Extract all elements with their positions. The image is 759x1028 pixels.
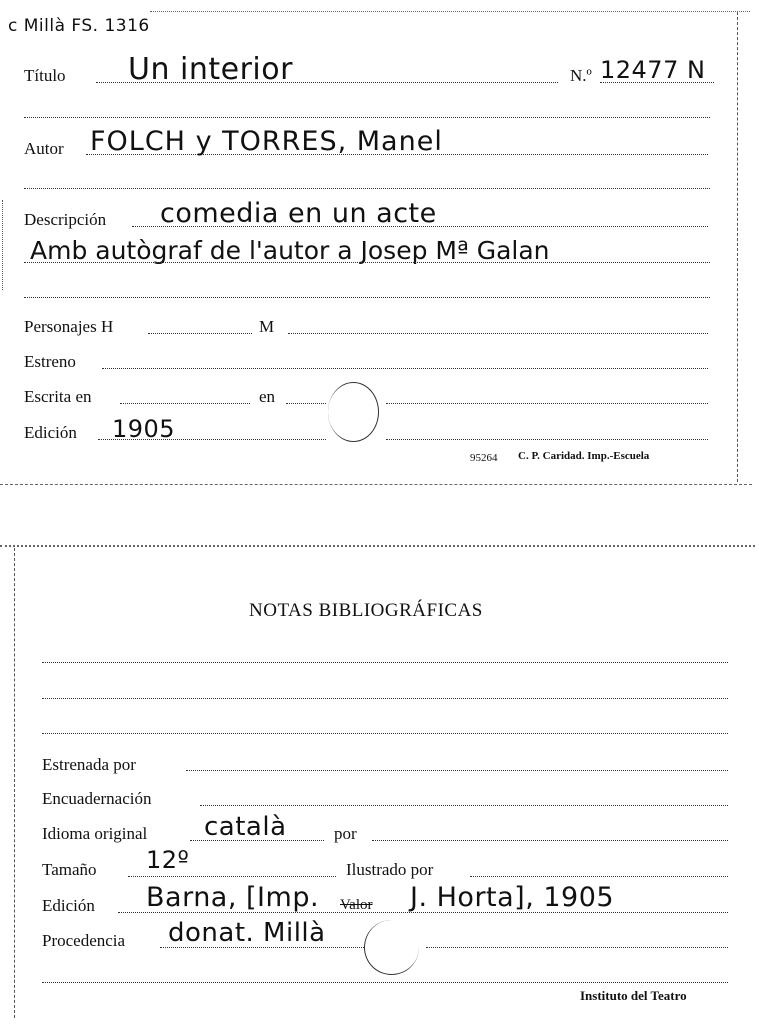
escrita-line [120,403,250,404]
edicion2-valor-word: Valor [340,897,373,913]
idioma-value: català [204,812,287,842]
personajes-label: Personajes H [24,317,114,336]
corner-note: c Millà FS. 1316 [8,16,150,36]
numero-line [600,82,714,83]
autor-extra-line [24,188,710,189]
autor-label: Autor [24,139,64,158]
escrita-label: Escrita en [24,387,92,406]
por-label: por [334,824,357,843]
bottom-card-left-edge [14,548,15,1018]
personajes-m-line [288,333,708,334]
estrenada-label: Estrenada por [42,755,136,774]
descripcion-line-3 [24,297,710,298]
printer-name: C. P. Caridad. Imp.-Escuela [518,450,650,462]
escrita-en-line-b [386,403,708,404]
tamano-value: 12º [146,846,190,874]
estrenada-line [186,770,728,771]
top-card-left-edge [2,200,3,290]
descripcion-value-2: Amb autògraf de l'autor a Josep Mª Galan [30,236,550,265]
edicion2-label: Edición [42,896,95,915]
descripcion-value-1: comedia en un acte [160,198,437,229]
escrita-en-label: en [259,387,276,406]
personajes-h-line [148,333,252,334]
notas-line-1 [42,662,728,663]
autor-value: FOLCH y TORRES, Manel [90,126,443,157]
edicion-label: Edición [24,423,77,442]
top-card-right-edge [737,12,738,482]
edicion2-value-b: J. Horta], 1905 [410,882,615,913]
ilustrado-line [470,876,728,877]
estreno-line [102,368,708,369]
tamano-line [128,876,336,877]
estreno-label: Estreno [24,352,76,371]
notas-line-2 [42,698,728,699]
procedencia-value: donat. Millà [168,918,326,948]
notas-heading: NOTAS BIBLIOGRÁFICAS [249,600,483,621]
idioma-label: Idioma original [42,824,148,843]
procedencia-line-b [426,947,728,948]
bottom-card-top-edge [0,545,755,547]
top-card-top-edge [150,11,750,12]
titulo-extra-line [24,117,710,118]
edicion2-value-a: Barna, [Imp. [146,882,320,913]
numero-value: 12477 N [600,56,706,84]
procedencia-label: Procedencia [42,931,126,950]
top-card-bottom-edge [0,484,752,485]
por-line [372,840,728,841]
ilustrado-label: Ilustrado por [346,860,434,879]
numero-label: N.º [570,66,592,85]
edicion-value: 1905 [112,415,176,443]
notas-bottom-line [42,982,728,983]
punch-hole-top [328,382,379,442]
descripcion-label: Descripción [24,210,107,229]
edicion-line-b [386,439,708,440]
encuadernacion-line [200,805,728,806]
notas-line-3 [42,733,728,734]
titulo-label: Título [24,66,66,85]
encuadernacion-label: Encuadernación [42,789,152,808]
tamano-label: Tamaño [42,860,97,879]
institute-label: Instituto del Teatro [580,988,687,1003]
escrita-en-line [286,403,326,404]
personajes-m-label: M [259,317,275,336]
printer-code: 95264 [470,452,498,464]
descripcion-line-2 [24,262,710,263]
punch-hole-bottom [364,920,419,975]
titulo-value: Un interior [128,52,293,87]
